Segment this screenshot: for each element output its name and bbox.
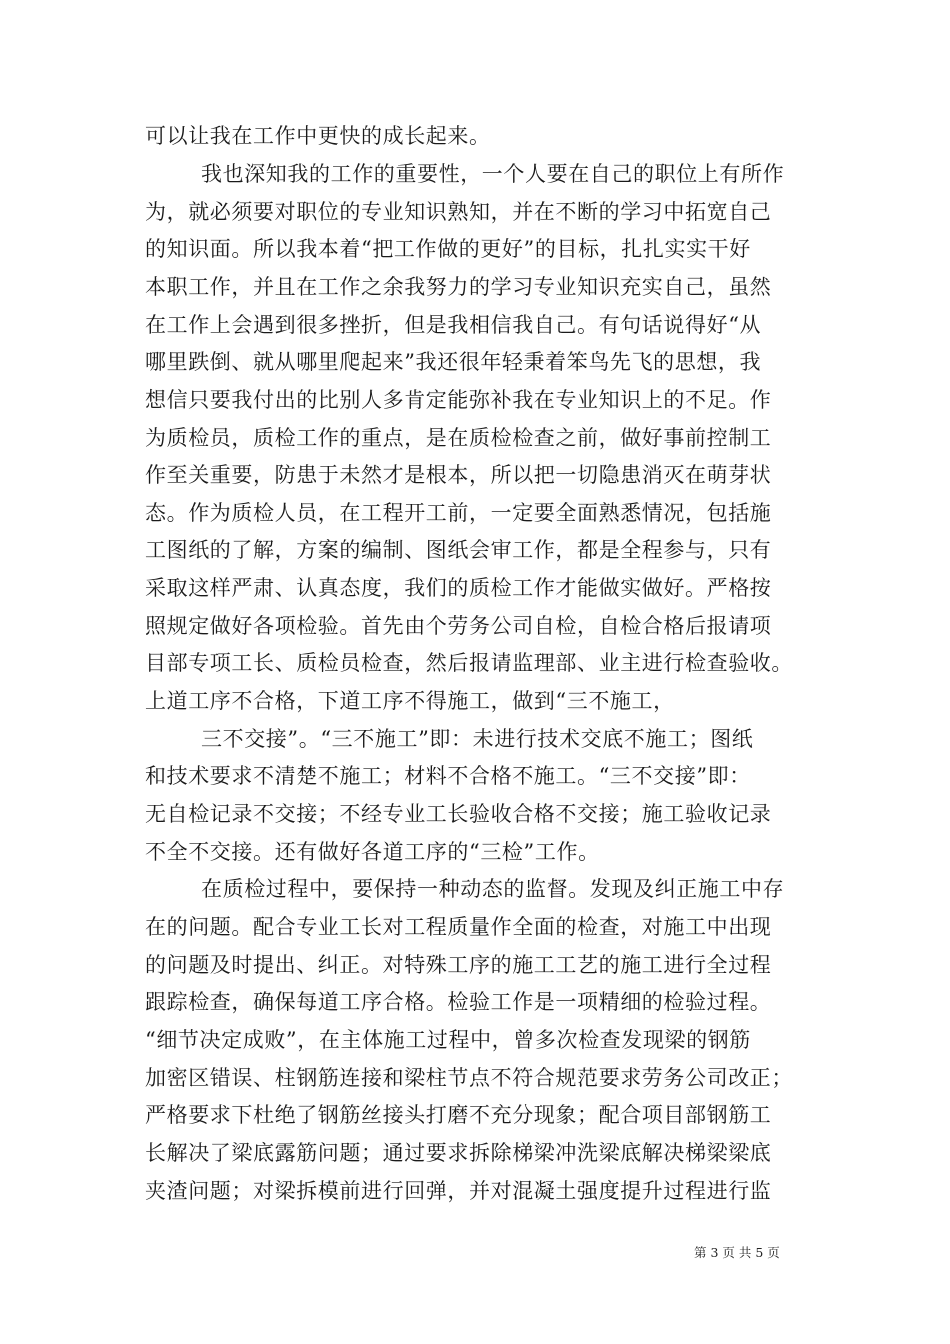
text-line: 夹渣问题；对梁拆模前进行回弹，并对混凝土强度提升过程进行监: [145, 1179, 772, 1203]
text-line: 为质检员，质检工作的重点，是在质检检查之前，做好事前控制工: [145, 426, 772, 450]
text-line: 在工作上会遇到很多挫折，但是我相信我自己。有句话说得好“从: [145, 313, 762, 337]
text-line: 和技术要求不清楚不施工；材料不合格不施工。“三不交接”即：: [145, 764, 751, 788]
text-line: 的知识面。所以我本着“把工作做的更好”的目标，扎扎实实干好: [145, 237, 751, 261]
paragraph-first-line: 我也深知我的工作的重要性，一个人要在自己的职位上有所作: [201, 162, 785, 186]
text-line: 无自检记录不交接；不经专业工长验收合格不交接；施工验收记录: [145, 802, 772, 826]
text-line: 本职工作，并且在工作之余我努力的学习专业知识充实自己，虽然: [145, 275, 772, 299]
text-line: 可以让我在工作中更快的成长起来。: [145, 124, 491, 148]
paragraph-first-line: 三不交接”。“三不施工”即：未进行技术交底不施工；图纸: [201, 727, 754, 751]
text-line: 严格要求下杜绝了钢筋丝接头打磨不充分现象；配合项目部钢筋工: [145, 1103, 772, 1127]
text-line: 不全不交接。还有做好各道工序的“三检”工作。: [145, 840, 600, 864]
text-line: 为，就必须要对职位的专业知识熟知，并在不断的学习中拓宽自己: [145, 200, 772, 224]
text-line: “细节决定成败”，在主体施工过程中，曾多次检查发现梁的钢筋: [145, 1028, 751, 1052]
text-line: 采取这样严肃、认真态度，我们的质检工作才能做实做好。严格按: [145, 576, 772, 600]
text-line: 上道工序不合格，下道工序不得施工，做到“三不施工，: [145, 689, 675, 713]
text-line: 工图纸的了解，方案的编制、图纸会审工作，都是全程参与，只有: [145, 538, 772, 562]
text-line: 长解决了梁底露筋问题；通过要求拆除梯梁冲洗梁底解决梯梁梁底: [145, 1141, 772, 1165]
text-line: 目部专项工长、质检员检查，然后报请监理部、业主进行检查验收。: [145, 651, 793, 675]
text-line: 作至关重要，防患于未然才是根本，所以把一切隐患消灭在萌芽状: [145, 463, 772, 487]
page-number-footer: 第 3 页 共 5 页: [694, 1245, 780, 1260]
text-line: 加密区错误、柱钢筋连接和梁柱节点不符合规范要求劳务公司改正；: [145, 1066, 793, 1090]
text-line: 的问题及时提出、纠正。对特殊工序的施工工艺的施工进行全过程: [145, 953, 772, 977]
text-line: 跟踪检查，确保每道工序合格。检验工作是一项精细的检验过程。: [145, 990, 772, 1014]
text-line: 哪里跌倒、就从哪里爬起来”我还很年轻秉着笨鸟先飞的思想，我: [145, 350, 762, 374]
text-line: 在的问题。配合专业工长对工程质量作全面的检查，对施工中出现: [145, 915, 772, 939]
text-line: 想信只要我付出的比别人多肯定能弥补我在专业知识上的不足。作: [145, 388, 772, 412]
text-line: 态。作为质检人员，在工程开工前，一定要全面熟悉情况，包括施: [145, 501, 772, 525]
text-line: 照规定做好各项检验。首先由个劳务公司自检，自检合格后报请项: [145, 614, 772, 638]
paragraph-first-line: 在质检过程中，要保持一种动态的监督。发现及纠正施工中存: [201, 877, 785, 901]
